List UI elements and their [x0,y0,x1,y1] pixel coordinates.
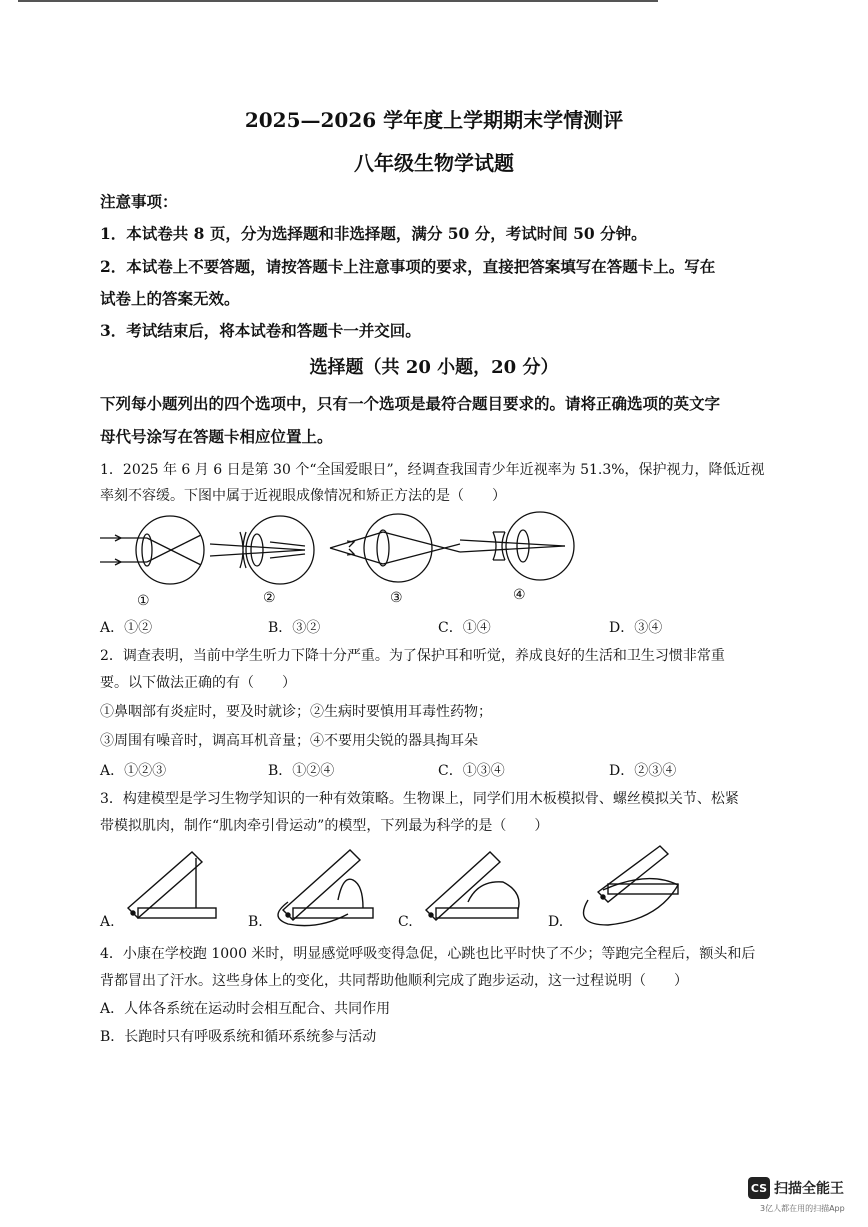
camscanner-name: 扫描全能王 [774,1181,844,1197]
section-title: 选择题（共 20 小题，20 分） [309,357,559,378]
q2-line-3: ①鼻咽部有炎症时，要及时就诊；②生病时要慎用耳毒性药物； [100,704,492,720]
q4-option-a[interactable]: A．人体各系统在运动时会相互配合、共同作用 [100,1001,391,1017]
q2-line-4: ③周围有噪音时，调高耳机音量；④不要用尖锐的器具掏耳朵 [100,733,478,749]
q2-option-b[interactable]: B．①②④ [268,763,335,779]
q2-line-1: 2．调查表明，当前中学生听力下降十分严重。为了保护耳和听觉，养成良好的生活和卫生习惯非常重 [100,648,725,664]
q4-option-b[interactable]: B．长跑时只有呼吸系统和循环系统参与活动 [100,1029,377,1045]
q3-model-figure [118,840,718,935]
q2-option-c[interactable]: C．①③④ [438,763,505,779]
top-edge-line [18,0,658,2]
q2-option-d[interactable]: D．②③④ [609,763,677,779]
eye-diagram-1 [100,516,204,584]
eye-diagram-3 [330,514,460,582]
eye-diagram-2 [210,516,314,584]
eye-label-3: ③ [390,590,403,606]
eye-label-2: ② [263,590,276,606]
model-d [584,846,679,925]
exam-subtitle: 八年级生物学试题 [354,151,514,175]
q2-line-2: 要。以下做法正确的有（ ） [100,675,296,691]
q3-line-1: 3．构建模型是学习生物学知识的一种有效策略。生物课上，同学们用木板模拟骨、螺丝模拟关节、松紧 [100,791,739,807]
q1-line-1: 1．2025 年 6 月 6 日是第 30 个“全国爱眼日”，经调查我国青少年近视率为 51.3%，保护视力，降低近视 [100,462,765,478]
q4-line-1: 4．小康在学校跑 1000 米时，明显感觉呼吸变得急促，心跳也比平时快了不少；等跑完全程后，额头和后 [100,946,756,962]
eye-label-1: ① [137,593,150,609]
q1-option-b[interactable]: B．③② [268,620,321,636]
model-a [128,852,216,918]
notice-item-2-cont: 试卷上的答案无效。 [100,289,240,308]
section-instructions-2: 母代号涂写在答题卡相应位置上。 [100,427,333,446]
q3-option-b[interactable]: B. [248,914,263,930]
q1-option-a[interactable]: A．①② [100,620,153,636]
q3-option-a[interactable]: A. [100,914,115,930]
q3-option-c[interactable]: C. [398,914,413,930]
q3-line-2: 带模拟肌肉，制作“肌肉牵引骨运动”的模型，下列最为科学的是（ ） [100,818,549,834]
notice-item-1: 1．本试卷共 8 页，分为选择题和非选择题，满分 50 分，考试时间 50 分钟。 [100,224,647,243]
q2-option-a[interactable]: A．①②③ [100,763,167,779]
notice-item-2: 2．本试卷上不要答题，请按答题卡上注意事项的要求，直接把答案填写在答题卡上。写在 [100,257,716,276]
eye-label-4: ④ [513,587,526,603]
q1-option-c[interactable]: C．①④ [438,620,491,636]
notice-heading: 注意事项： [100,192,178,211]
q1-line-2: 率刻不容缓。下图中属于近视眼成像情况和矫正方法的是（ ） [100,488,506,504]
camscanner-logo-icon: CS [748,1177,770,1199]
eye-diagram-4 [460,512,574,580]
camscanner-tagline: 3亿人都在用的扫描App [760,1204,845,1213]
model-b [278,850,373,926]
q1-option-d[interactable]: D．③④ [609,620,663,636]
notice-item-3: 3．考试结束后，将本试卷和答题卡一并交回。 [100,321,421,340]
section-instructions-1: 下列每小题列出的四个选项中，只有一个选项是最符合题目要求的。请将正确选项的英文字 [100,394,721,413]
q4-line-2: 背都冒出了汗水。这些身体上的变化，共同帮助他顺利完成了跑步运动，这一过程说明（ ） [100,973,688,989]
exam-title: 2025—2026 学年度上学期期末学情测评 [244,108,624,132]
q3-option-d[interactable]: D. [548,914,564,930]
model-c [426,852,519,920]
